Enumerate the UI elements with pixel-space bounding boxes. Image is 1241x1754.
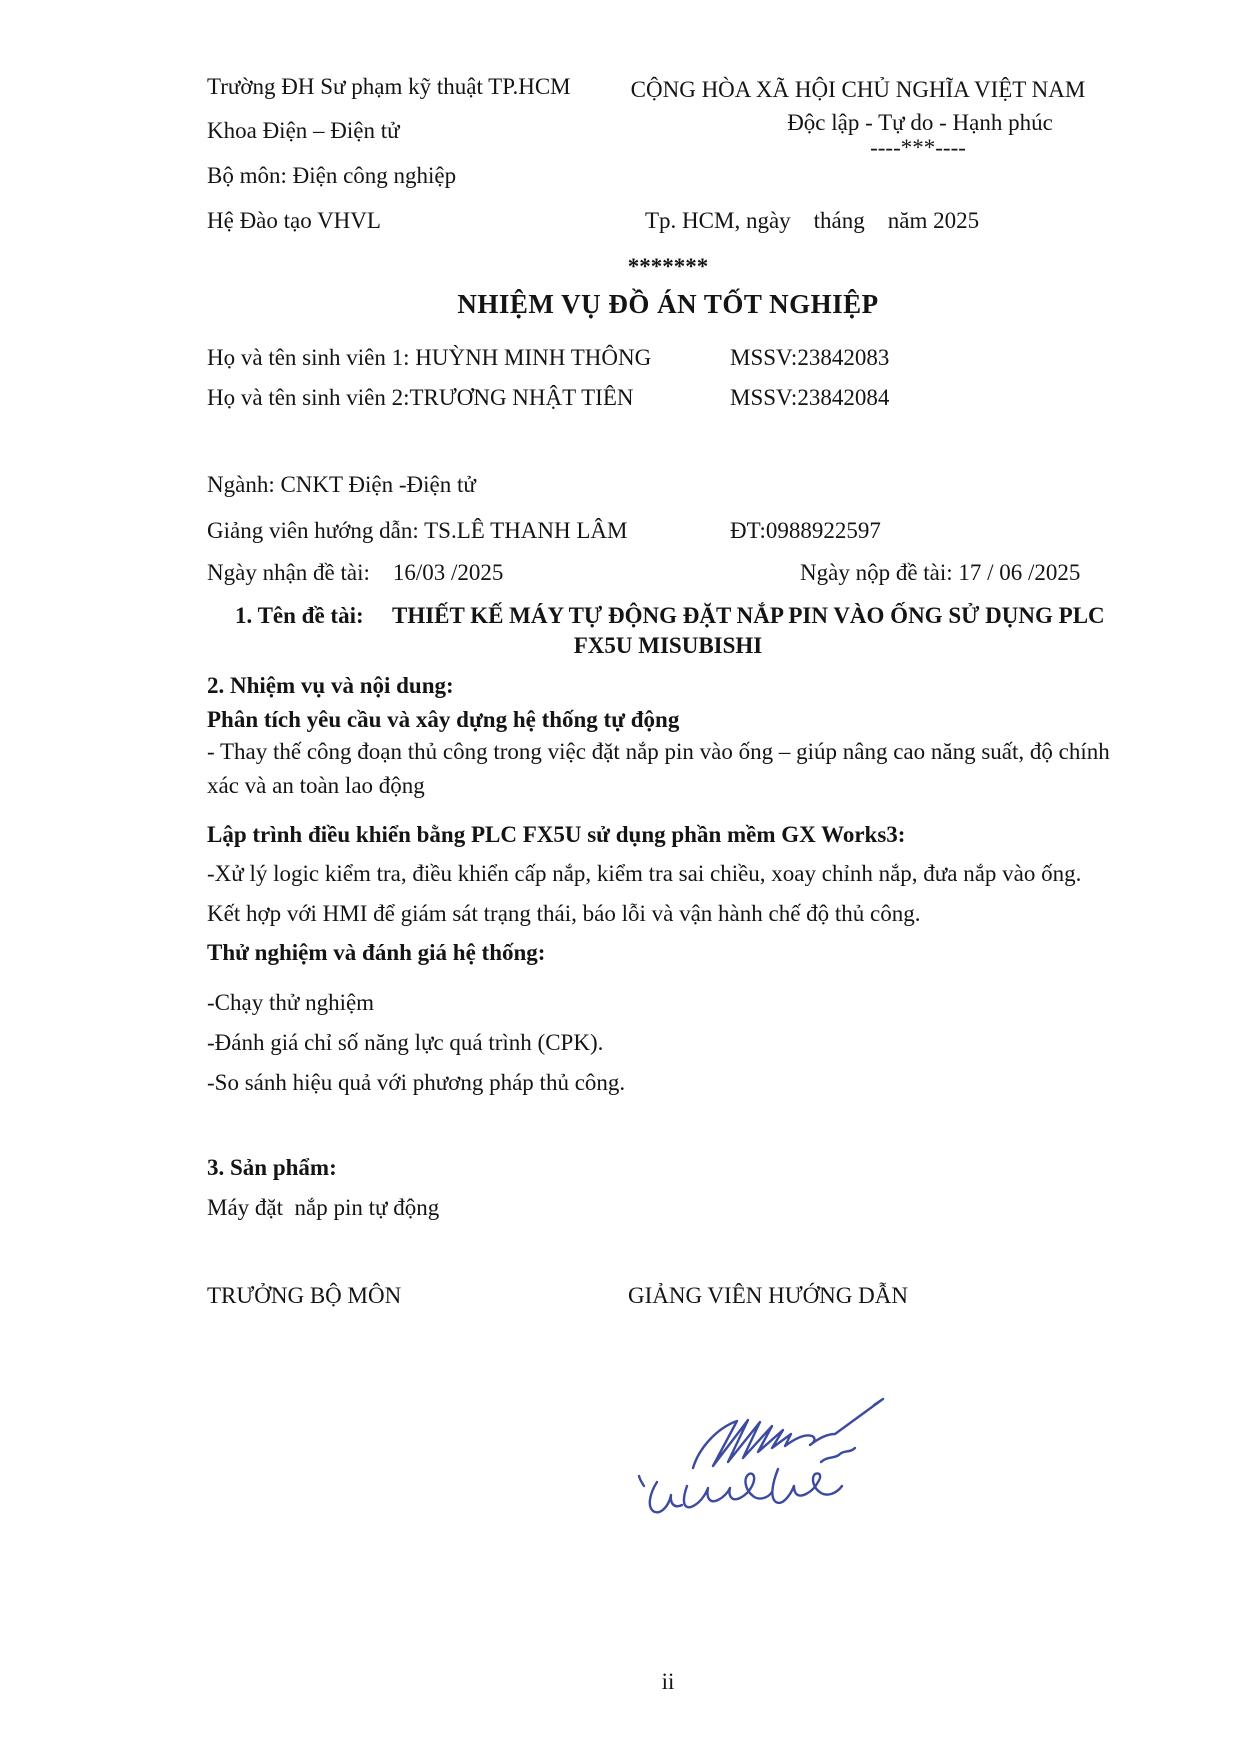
section3-body: Máy đặt nắp pin tự động (207, 1195, 440, 1220)
section2-heading: 2. Nhiệm vụ và nội dung: (207, 673, 454, 698)
section3-heading: 3. Sản phẩm: (207, 1155, 337, 1180)
task3-item-2: -Đánh giá chỉ số năng lực quá trình (CPK). (207, 1030, 604, 1055)
student1-name: Họ và tên sinh viên 1: HUỲNH MINH THÔNG (207, 345, 652, 370)
student2-name: Họ và tên sinh viên 2:TRƯƠNG NHẬT TIÊN (207, 385, 634, 410)
header-national-title: CỘNG HÒA XÃ HỘI CHỦ NGHĨA VIỆT NAM (630, 77, 1086, 102)
task3-heading: Thử nghiệm và đánh giá hệ thống: (207, 940, 546, 965)
major-line: Ngành: CNKT Điện -Điện tử (207, 472, 476, 497)
task2-body-line1: -Xử lý logic kiểm tra, điều khiển cấp nắp, kiểm tra sai chiều, xoay chỉnh nắp, đưa nắp vào ống. (207, 861, 1082, 886)
signature-title-head-of-dept: TRƯỞNG BỘ MÔN (207, 1283, 402, 1308)
header-university: Trường ĐH Sư phạm kỹ thuật TP.HCM (207, 74, 571, 99)
task2-heading: Lập trình điều khiển bằng PLC FX5U sử dụng phần mềm GX Works3: (207, 822, 906, 847)
task1-body-line2: xác và an toàn lao động (207, 773, 425, 798)
header-faculty: Khoa Điện – Điện tử (207, 118, 400, 143)
stars-divider: ******* (627, 254, 709, 279)
header-motto-divider: ----***---- (870, 135, 966, 160)
footer-page-number: ii (661, 1669, 675, 1694)
section1-label: 1. Tên đề tài: (235, 603, 364, 628)
task3-item-3: -So sánh hiệu quả với phương pháp thủ công. (207, 1070, 626, 1095)
advisor-phone: ĐT:0988922597 (730, 518, 881, 543)
task2-body-line2: Kết hợp với HMI để giám sát trạng thái, báo lỗi và vận hành chế độ thủ công. (207, 901, 921, 926)
date-received: Ngày nhận đề tài: 16/03 /2025 (207, 560, 504, 585)
header-department: Bộ môn: Điện công nghiệp (207, 163, 457, 188)
task1-heading: Phân tích yêu cầu và xây dựng hệ thống tự động (207, 707, 680, 732)
header-date-line: Tp. HCM, ngày tháng năm 2025 (645, 208, 980, 233)
task3-item-1: -Chạy thử nghiệm (207, 990, 375, 1015)
advisor-line: Giảng viên hướng dẫn: TS.LÊ THANH LÂM (207, 518, 628, 543)
task1-body-line1: - Thay thế công đoạn thủ công trong việc đặt nắp pin vào ống – giúp nâng cao năng suất, độ chính (207, 739, 1110, 764)
date-due: Ngày nộp đề tài: 17 / 06 /2025 (800, 560, 1081, 585)
header-motto: Độc lập - Tự do - Hạnh phúc (787, 110, 1053, 135)
student1-id: MSSV:23842083 (730, 345, 890, 370)
header-program: Hệ Đào tạo VHVL (207, 208, 381, 233)
signature-strokes (639, 1399, 883, 1512)
thesis-title-line2: FX5U MISUBISHI (573, 633, 763, 658)
student2-id: MSSV:23842084 (730, 385, 890, 410)
advisor-signature-handwriting (625, 1390, 920, 1555)
page-title: NHIỆM VỤ ĐỒ ÁN TỐT NGHIỆP (457, 289, 879, 319)
signature-title-advisor: GIẢNG VIÊN HƯỚNG DẪN (628, 1283, 908, 1308)
thesis-title-line1: THIẾT KẾ MÁY TỰ ĐỘNG ĐẶT NẮP PIN VÀO ỐNG SỬ DỤNG PLC (392, 603, 1105, 628)
